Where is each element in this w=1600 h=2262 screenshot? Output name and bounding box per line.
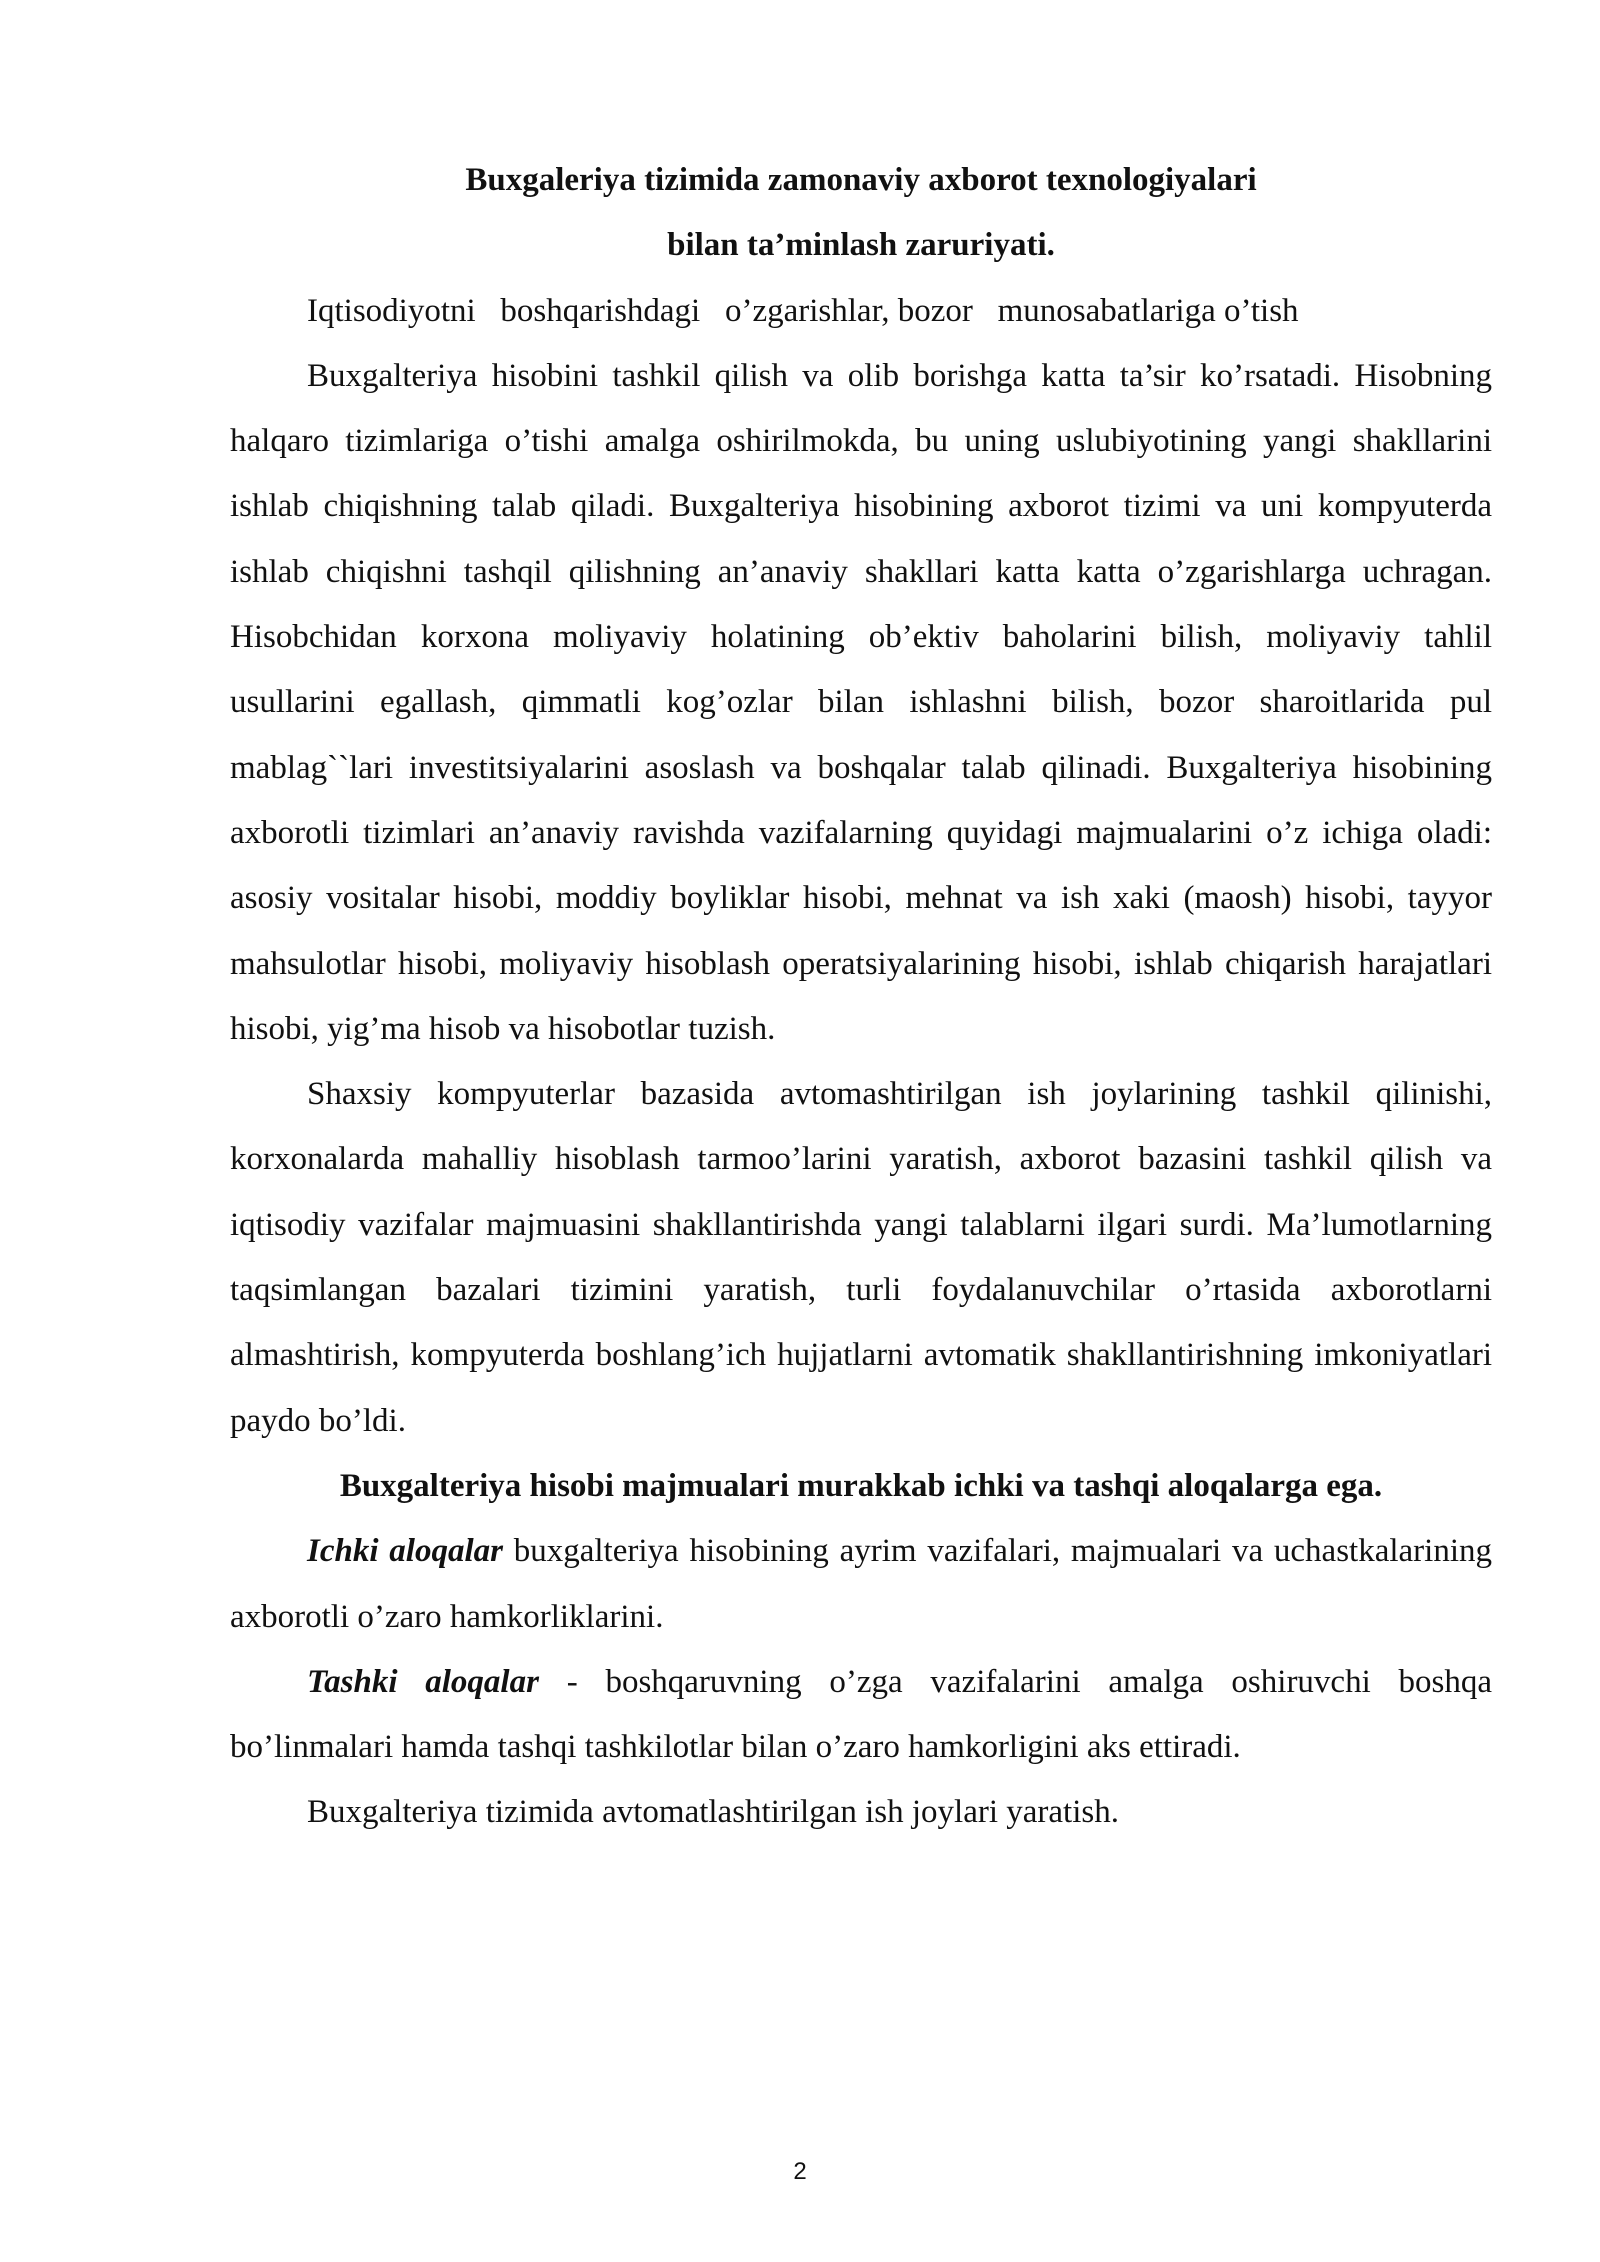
paragraph-internal-links [230,1519,1492,1650]
internal-links-definition: buxgalteriya hisobining ayrim vazifalari, majmualari va uchastkalarining axborotli o’zaro hamkorliklarini. [230,1533,1492,1635]
paragraph-intro-line: Iqtisodiyotni boshqarishdagi o’zgarishlar, bozor munosabatlariga o’tish [307,292,1299,329]
paragraph-accounting-systems: Buxgalteriya hisobini tashkil qilish va olib borishga katta ta’sir ko’rsatadi. Hisobning halqaro tizimlariga o’tishi amalga oshirilmokda, bu uning uslubiyotining yangi shakllarini ishlab chiqishning talab qiladi. Buxgalteriya hisobining axborot tizimi va uni kompyuterda ishlab chiqishni tashqil qilishning an’anaviy shakllari katta katta o’zgarishlarga uchragan. Hisobchidan korxona moliyaviy holatining ob’ektiv baholarini bilish, moliyaviy tahlil usullarini egallash, qimmatli kog’ozlar bilan ishlashni bilish, bozor sharoitlarida pul mablag``lari investitsiyalarini asoslash va boshqalar talab qilinadi. Buxgalteriya hisobining axborotli tizimlari an’anaviy ravishda vazifalarning quyidagi majmualarini o’z ichiga oladi: asosiy vositalar hisobi, moddiy boyliklar hisobi, mehnat va ish xaki (maosh) hisobi, tayyor mahsulotlar hisobi, moliyaviy hisoblash operatsiyalarining hisobi, ishlab chiqarish harajatlari hisobi, yig’ma hisob va hisobotlar tuzish. [230,357,1492,1047]
paragraph-personal-computers: Shaxsiy kompyuterlar bazasida avtomashtirilgan ish joylarining tashkil qilinishi, korxonalarda mahalliy hisoblash tarmoo’larini yaratish, axborot bazasini tashkil qilish va iqtisodiy vazifalar majmuasini shakllantirishda yangi talablarni ilgari surdi. Ma’lumotlarning taqsimlangan bazalari tizimini yaratish, turli foydalanuvchilar o’rtasida axborotlarni almashtirish, kompyuterda boshlang’ich hujjatlarni avtomatik shakllantirishning imkoniyatlari paydo bo’ldi. [230,1076,1492,1439]
paragraph-closing: Buxgalteriya tizimida avtomatlashtirilgan ish joylari yaratish. [307,1794,1119,1831]
term-internal-links: Ichki aloqalar [307,1533,503,1570]
term-external-links: Tashki aloqalar [307,1663,539,1700]
external-links-definition: - boshqaruvning o’zga vazifalarini amalga oshiruvchi boshqa bo’linmalari hamda tashqi tashkilotlar bilan o’zaro hamkorligini aks ettiradi. [230,1663,1492,1766]
paragraph-external-links [230,1650,1492,1781]
page-number: 2 [793,2158,807,2185]
document-title-line-2: bilan ta’minlash zaruriyati. [667,227,1055,264]
document-page [230,148,1492,1846]
document-title-line-1: Buxgaleriya tizimida zamonaviy axborot texnologiyalari [465,162,1257,198]
section-subheading: Buxgalteriya hisobi majmualari murakkab ichki va tashqi aloqalarga ega. [339,1467,1383,1504]
